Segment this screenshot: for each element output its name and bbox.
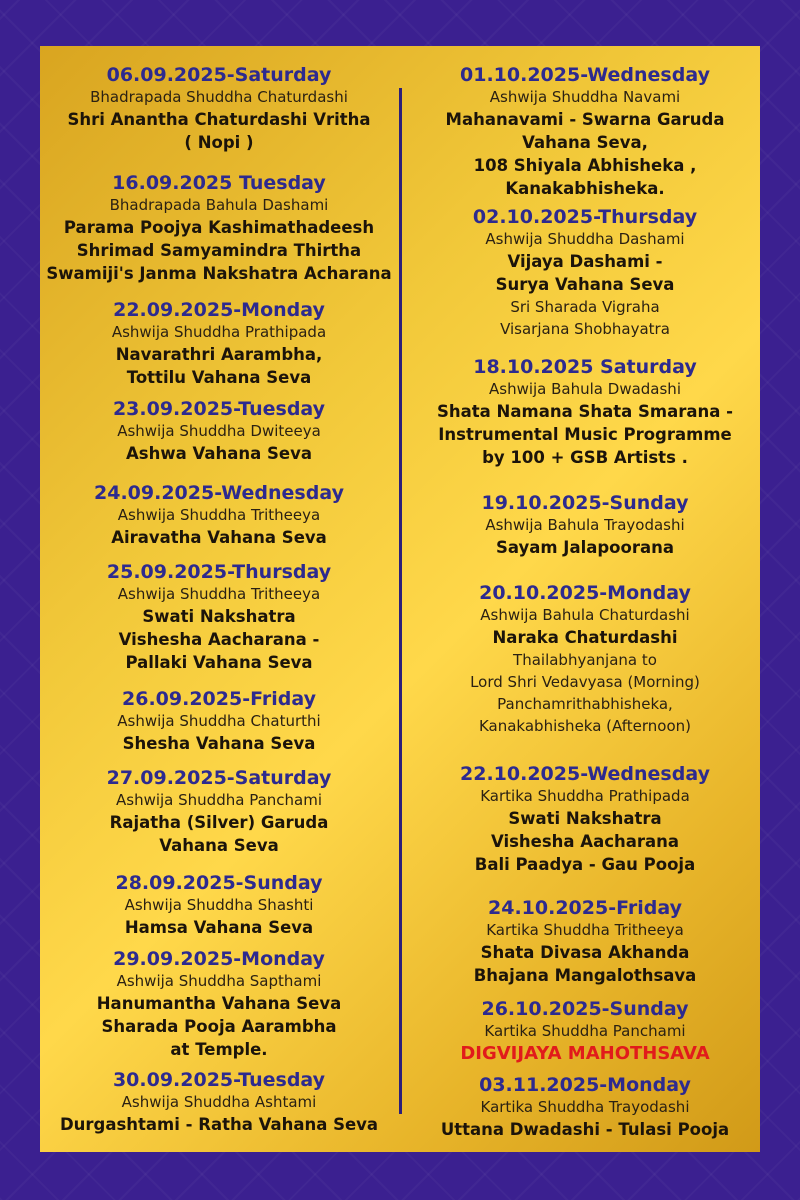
entry-date: 29.09.2025-Monday xyxy=(113,948,325,970)
entry-event: Vishesha Aacharana xyxy=(490,832,680,851)
entry-event: Shata Namana Shata Smarana - xyxy=(437,402,733,421)
entry-event: Durgashtami - Ratha Vahana Seva xyxy=(59,1115,379,1134)
schedule-entry xyxy=(44,64,394,154)
entry-event: Vishesha Aacharana - xyxy=(118,630,320,649)
entry-date: 23.09.2025-Tuesday xyxy=(112,398,326,420)
entry-tithi: Ashwija Bahula Chaturdashi xyxy=(480,606,690,624)
entry-event: Navarathri Aarambha, xyxy=(115,345,323,364)
schedule-entry xyxy=(420,64,750,200)
entry-tithi: Kartika Shuddha Trayodashi xyxy=(480,1098,690,1116)
entry-highlight: DIGVIJAYA MAHOTHSAVA xyxy=(460,1043,710,1064)
entry-event: Swati Nakshatra xyxy=(142,607,296,626)
entry-event: Tottilu Vahana Seva xyxy=(126,368,312,387)
entry-date: 26.10.2025-Sunday xyxy=(481,998,689,1020)
schedule-entry xyxy=(420,206,750,340)
entry-tithi: Kartika Shuddha Prathipada xyxy=(480,787,690,805)
entry-date: 25.09.2025-Thursday xyxy=(106,561,332,583)
entry-tithi: Ashwija Shuddha Shashti xyxy=(124,896,314,914)
entry-date: 06.09.2025-Saturday xyxy=(106,64,332,86)
entry-tithi: Kartika Shuddha Tritheeya xyxy=(486,921,684,939)
entry-date: 19.10.2025-Sunday xyxy=(481,492,689,514)
entry-date: 22.09.2025-Monday xyxy=(113,299,325,321)
schedule-entry xyxy=(44,688,394,755)
entry-event: Sharada Pooja Aarambha xyxy=(101,1017,337,1036)
entry-note: Panchamrithabhisheka, xyxy=(497,695,673,713)
schedule-entry xyxy=(44,872,394,939)
schedule-entry xyxy=(44,767,394,857)
entry-tithi: Ashwija Shuddha Tritheeya xyxy=(117,506,321,524)
entry-date: 22.10.2025-Wednesday xyxy=(460,763,710,785)
entry-event: Bali Paadya - Gau Pooja xyxy=(474,855,696,874)
entry-event: Ashwa Vahana Seva xyxy=(126,444,312,463)
entry-event: Bhajana Mangalothsava xyxy=(473,966,697,985)
entry-date: 18.10.2025 Saturday xyxy=(473,356,697,378)
entry-date: 27.09.2025-Saturday xyxy=(106,767,332,789)
entry-event: Instrumental Music Programme xyxy=(438,425,732,444)
schedule-entry xyxy=(420,492,750,559)
entry-event: Uttana Dwadashi - Tulasi Pooja xyxy=(440,1120,730,1139)
entry-tithi: Ashwija Shuddha Dwiteeya xyxy=(117,422,321,440)
entry-event: Shesha Vahana Seva xyxy=(122,734,316,753)
entry-event: Surya Vahana Seva xyxy=(495,275,675,294)
schedule-entry xyxy=(420,998,750,1065)
schedule-entry xyxy=(44,299,394,389)
entry-tithi: Ashwija Shuddha Prathipada xyxy=(111,323,327,341)
entry-event: ( Nopi ) xyxy=(184,133,254,152)
entry-event: 108 Shiyala Abhisheka , xyxy=(473,156,697,175)
entry-tithi: Ashwija Shuddha Chaturthi xyxy=(117,712,321,730)
entry-date: 03.11.2025-Monday xyxy=(479,1074,691,1096)
entry-event: Hanumantha Vahana Seva xyxy=(96,994,342,1013)
schedule-entry xyxy=(44,561,394,674)
entry-event: Shrimad Samyamindra Thirtha xyxy=(76,241,362,260)
entry-date: 20.10.2025-Monday xyxy=(479,582,691,604)
entry-event: Pallaki Vahana Seva xyxy=(125,653,313,672)
entry-tithi: Ashwija Shuddha Ashtami xyxy=(121,1093,317,1111)
schedule-entry xyxy=(44,948,394,1061)
entry-event: Shata Divasa Akhanda xyxy=(480,943,690,962)
entry-event: Parama Poojya Kashimathadeesh xyxy=(63,218,375,237)
entry-event: Vahana Seva xyxy=(159,836,279,855)
entry-date: 30.09.2025-Tuesday xyxy=(112,1069,326,1091)
entry-tithi: Bhadrapada Shuddha Chaturdashi xyxy=(90,88,348,106)
entry-event: Swati Nakshatra xyxy=(508,809,662,828)
entry-event: Shri Anantha Chaturdashi Vritha xyxy=(67,110,371,129)
column-divider xyxy=(399,88,402,1114)
entry-note: Sri Sharada Vigraha xyxy=(510,298,660,316)
entry-event: Sayam Jalapoorana xyxy=(495,538,675,557)
entry-tithi: Ashwija Shuddha Sapthami xyxy=(116,972,322,990)
entry-event: Hamsa Vahana Seva xyxy=(124,918,314,937)
entry-tithi: Ashwija Shuddha Panchami xyxy=(116,791,322,809)
schedule-entry xyxy=(44,172,394,285)
entry-date: 24.09.2025-Wednesday xyxy=(94,482,344,504)
entry-date: 16.09.2025 Tuesday xyxy=(112,172,326,194)
entry-tithi: Ashwija Bahula Trayodashi xyxy=(485,516,685,534)
entry-event: by 100 + GSB Artists . xyxy=(482,448,688,467)
entry-event: Kanakabhisheka. xyxy=(505,179,665,198)
entry-note: Visarjana Shobhayatra xyxy=(500,320,670,338)
entry-date: 02.10.2025-Thursday xyxy=(472,206,698,228)
schedule-entry xyxy=(420,763,750,876)
entry-note: Thailabhyanjana to xyxy=(513,651,657,669)
entry-event: Mahanavami - Swarna Garuda xyxy=(445,110,725,129)
entry-tithi: Bhadrapada Bahula Dashami xyxy=(109,196,329,214)
schedule-entry xyxy=(44,482,394,549)
entry-event: Vahana Seva, xyxy=(522,133,648,152)
entry-note: Lord Shri Vedavyasa (Morning) xyxy=(470,673,700,691)
entry-event: Vijaya Dashami - xyxy=(507,252,663,271)
entry-tithi: Kartika Shuddha Panchami xyxy=(484,1022,686,1040)
schedule-entry xyxy=(420,897,750,987)
entry-event: Swamiji's Janma Nakshatra Acharana xyxy=(46,264,392,283)
entry-date: 01.10.2025-Wednesday xyxy=(460,64,710,86)
entry-note: Kanakabhisheka (Afternoon) xyxy=(478,717,692,735)
schedule-entry xyxy=(420,582,750,737)
entry-date: 28.09.2025-Sunday xyxy=(115,872,323,894)
entry-date: 26.09.2025-Friday xyxy=(122,688,316,710)
entry-tithi: Ashwija Shuddha Dashami xyxy=(485,230,685,248)
schedule-entry xyxy=(44,1069,394,1136)
entry-date: 24.10.2025-Friday xyxy=(488,897,682,919)
schedule-entry xyxy=(420,1074,750,1141)
entry-event: Rajatha (Silver) Garuda xyxy=(109,813,329,832)
entry-event: Airavatha Vahana Seva xyxy=(111,528,327,547)
entry-tithi: Ashwija Shuddha Tritheeya xyxy=(117,585,321,603)
schedule-entry xyxy=(420,356,750,469)
entry-event: Naraka Chaturdashi xyxy=(492,628,678,647)
entry-event: at Temple. xyxy=(170,1040,268,1059)
schedule-entry xyxy=(44,398,394,465)
entry-tithi: Ashwija Bahula Dwadashi xyxy=(489,380,681,398)
entry-tithi: Ashwija Shuddha Navami xyxy=(489,88,681,106)
